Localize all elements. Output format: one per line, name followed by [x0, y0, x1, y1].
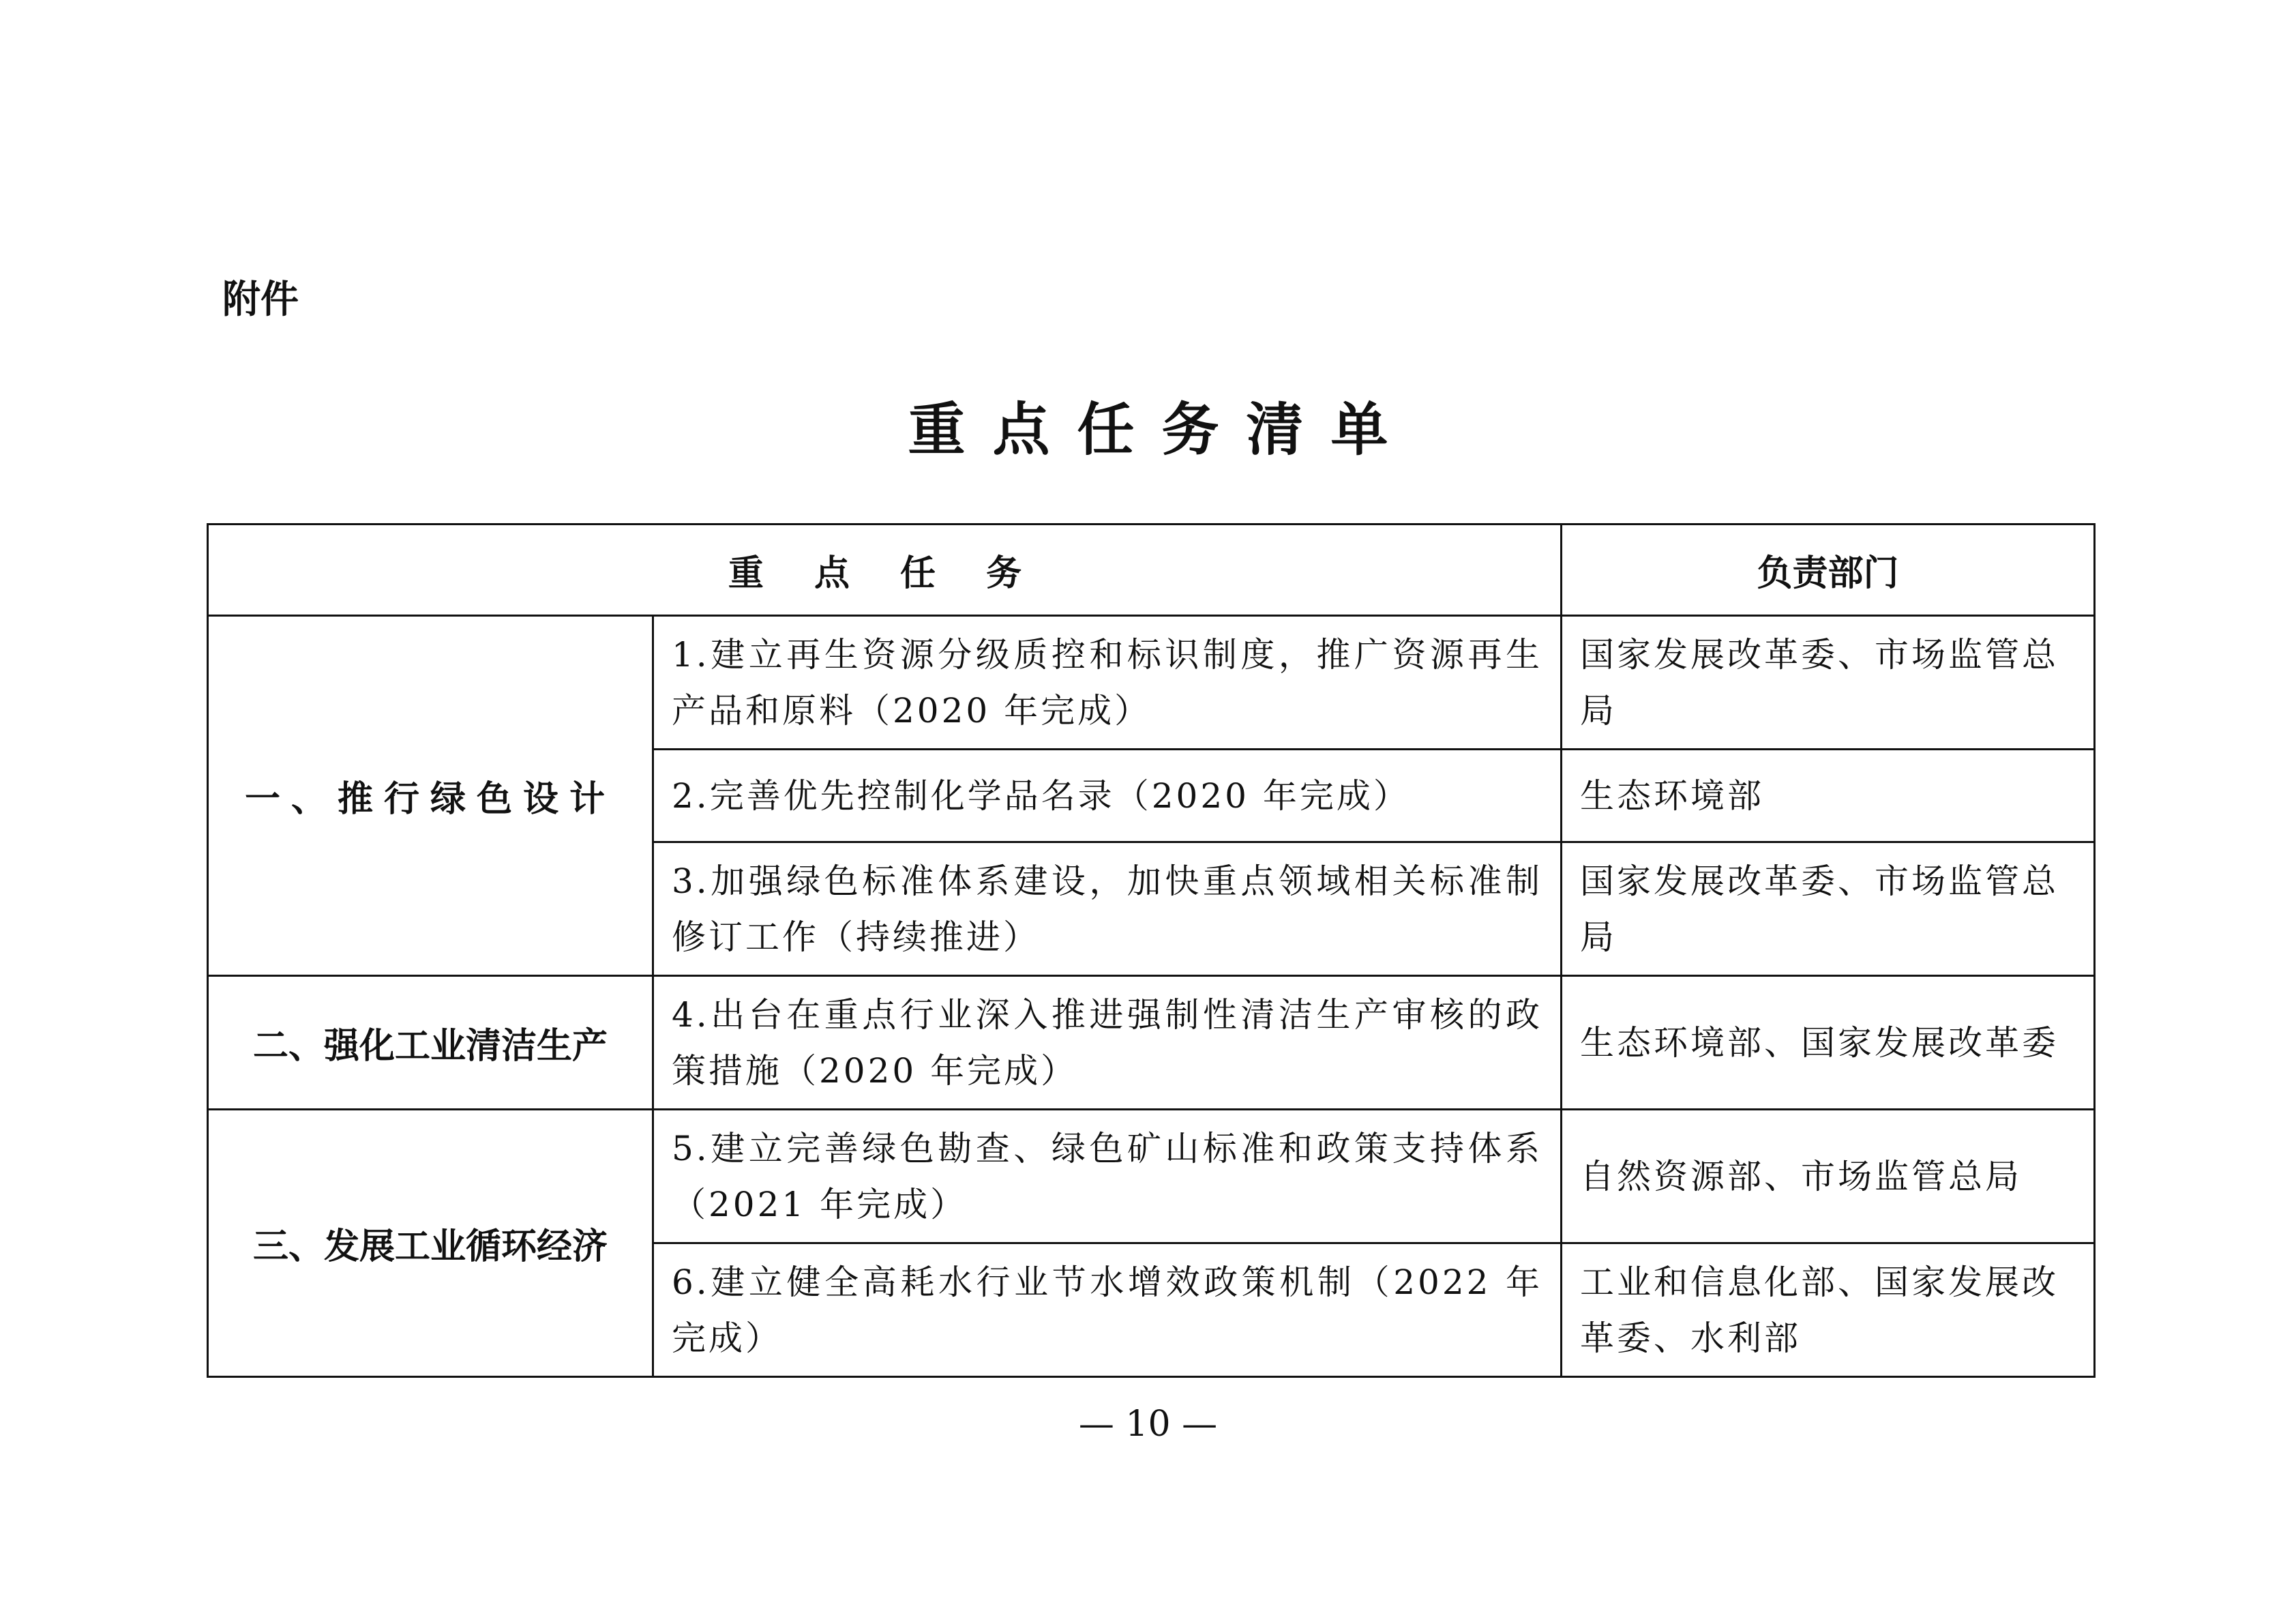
department-cell: 生态环境部、国家发展改革委: [1562, 976, 2095, 1110]
department-cell: 工业和信息化部、国家发展改革委、水利部: [1562, 1243, 2095, 1377]
task-cell: 5.建立完善绿色勘查、绿色矿山标准和政策支持体系（2021 年完成）: [653, 1110, 1562, 1243]
task-cell: 1.建立再生资源分级质控和标识制度，推广资源再生产品和原料（2020 年完成）: [653, 616, 1562, 750]
task-cell: 2.完善优先控制化学品名录（2020 年完成）: [653, 750, 1562, 842]
task-cell: 3.加强绿色标准体系建设，加快重点领域相关标准制修订工作（持续推进）: [653, 842, 1562, 976]
category-cell: 二、强化工业清洁生产: [208, 976, 653, 1110]
category-cell: 一、推行绿色设计: [208, 616, 653, 976]
department-cell: 生态环境部: [1562, 750, 2095, 842]
table-header-row: [208, 525, 2095, 616]
key-tasks-table: [207, 523, 2096, 1378]
task-cell: 4.出台在重点行业深入推进强制性清洁生产审核的政策措施（2020 年完成）: [653, 976, 1562, 1110]
table-row: [208, 976, 2095, 1110]
table-row: [208, 1110, 2095, 1243]
header-responsible-department: 负责部门: [1562, 525, 2095, 616]
attachment-label: 附件: [222, 278, 299, 322]
table-row: [208, 616, 2095, 750]
task-cell: 6.建立健全高耗水行业节水增效政策机制（2022 年完成）: [653, 1243, 1562, 1377]
document-title: 重点任务清单: [908, 396, 1416, 463]
page-number: — 10 —: [1078, 1404, 1218, 1445]
category-cell: 三、发展工业循环经济: [208, 1110, 653, 1377]
department-cell: 自然资源部、市场监管总局: [1562, 1110, 2095, 1243]
header-key-tasks: 重 点 任 务: [208, 525, 1562, 616]
department-cell: 国家发展改革委、市场监管总局: [1562, 616, 2095, 750]
department-cell: 国家发展改革委、市场监管总局: [1562, 842, 2095, 976]
